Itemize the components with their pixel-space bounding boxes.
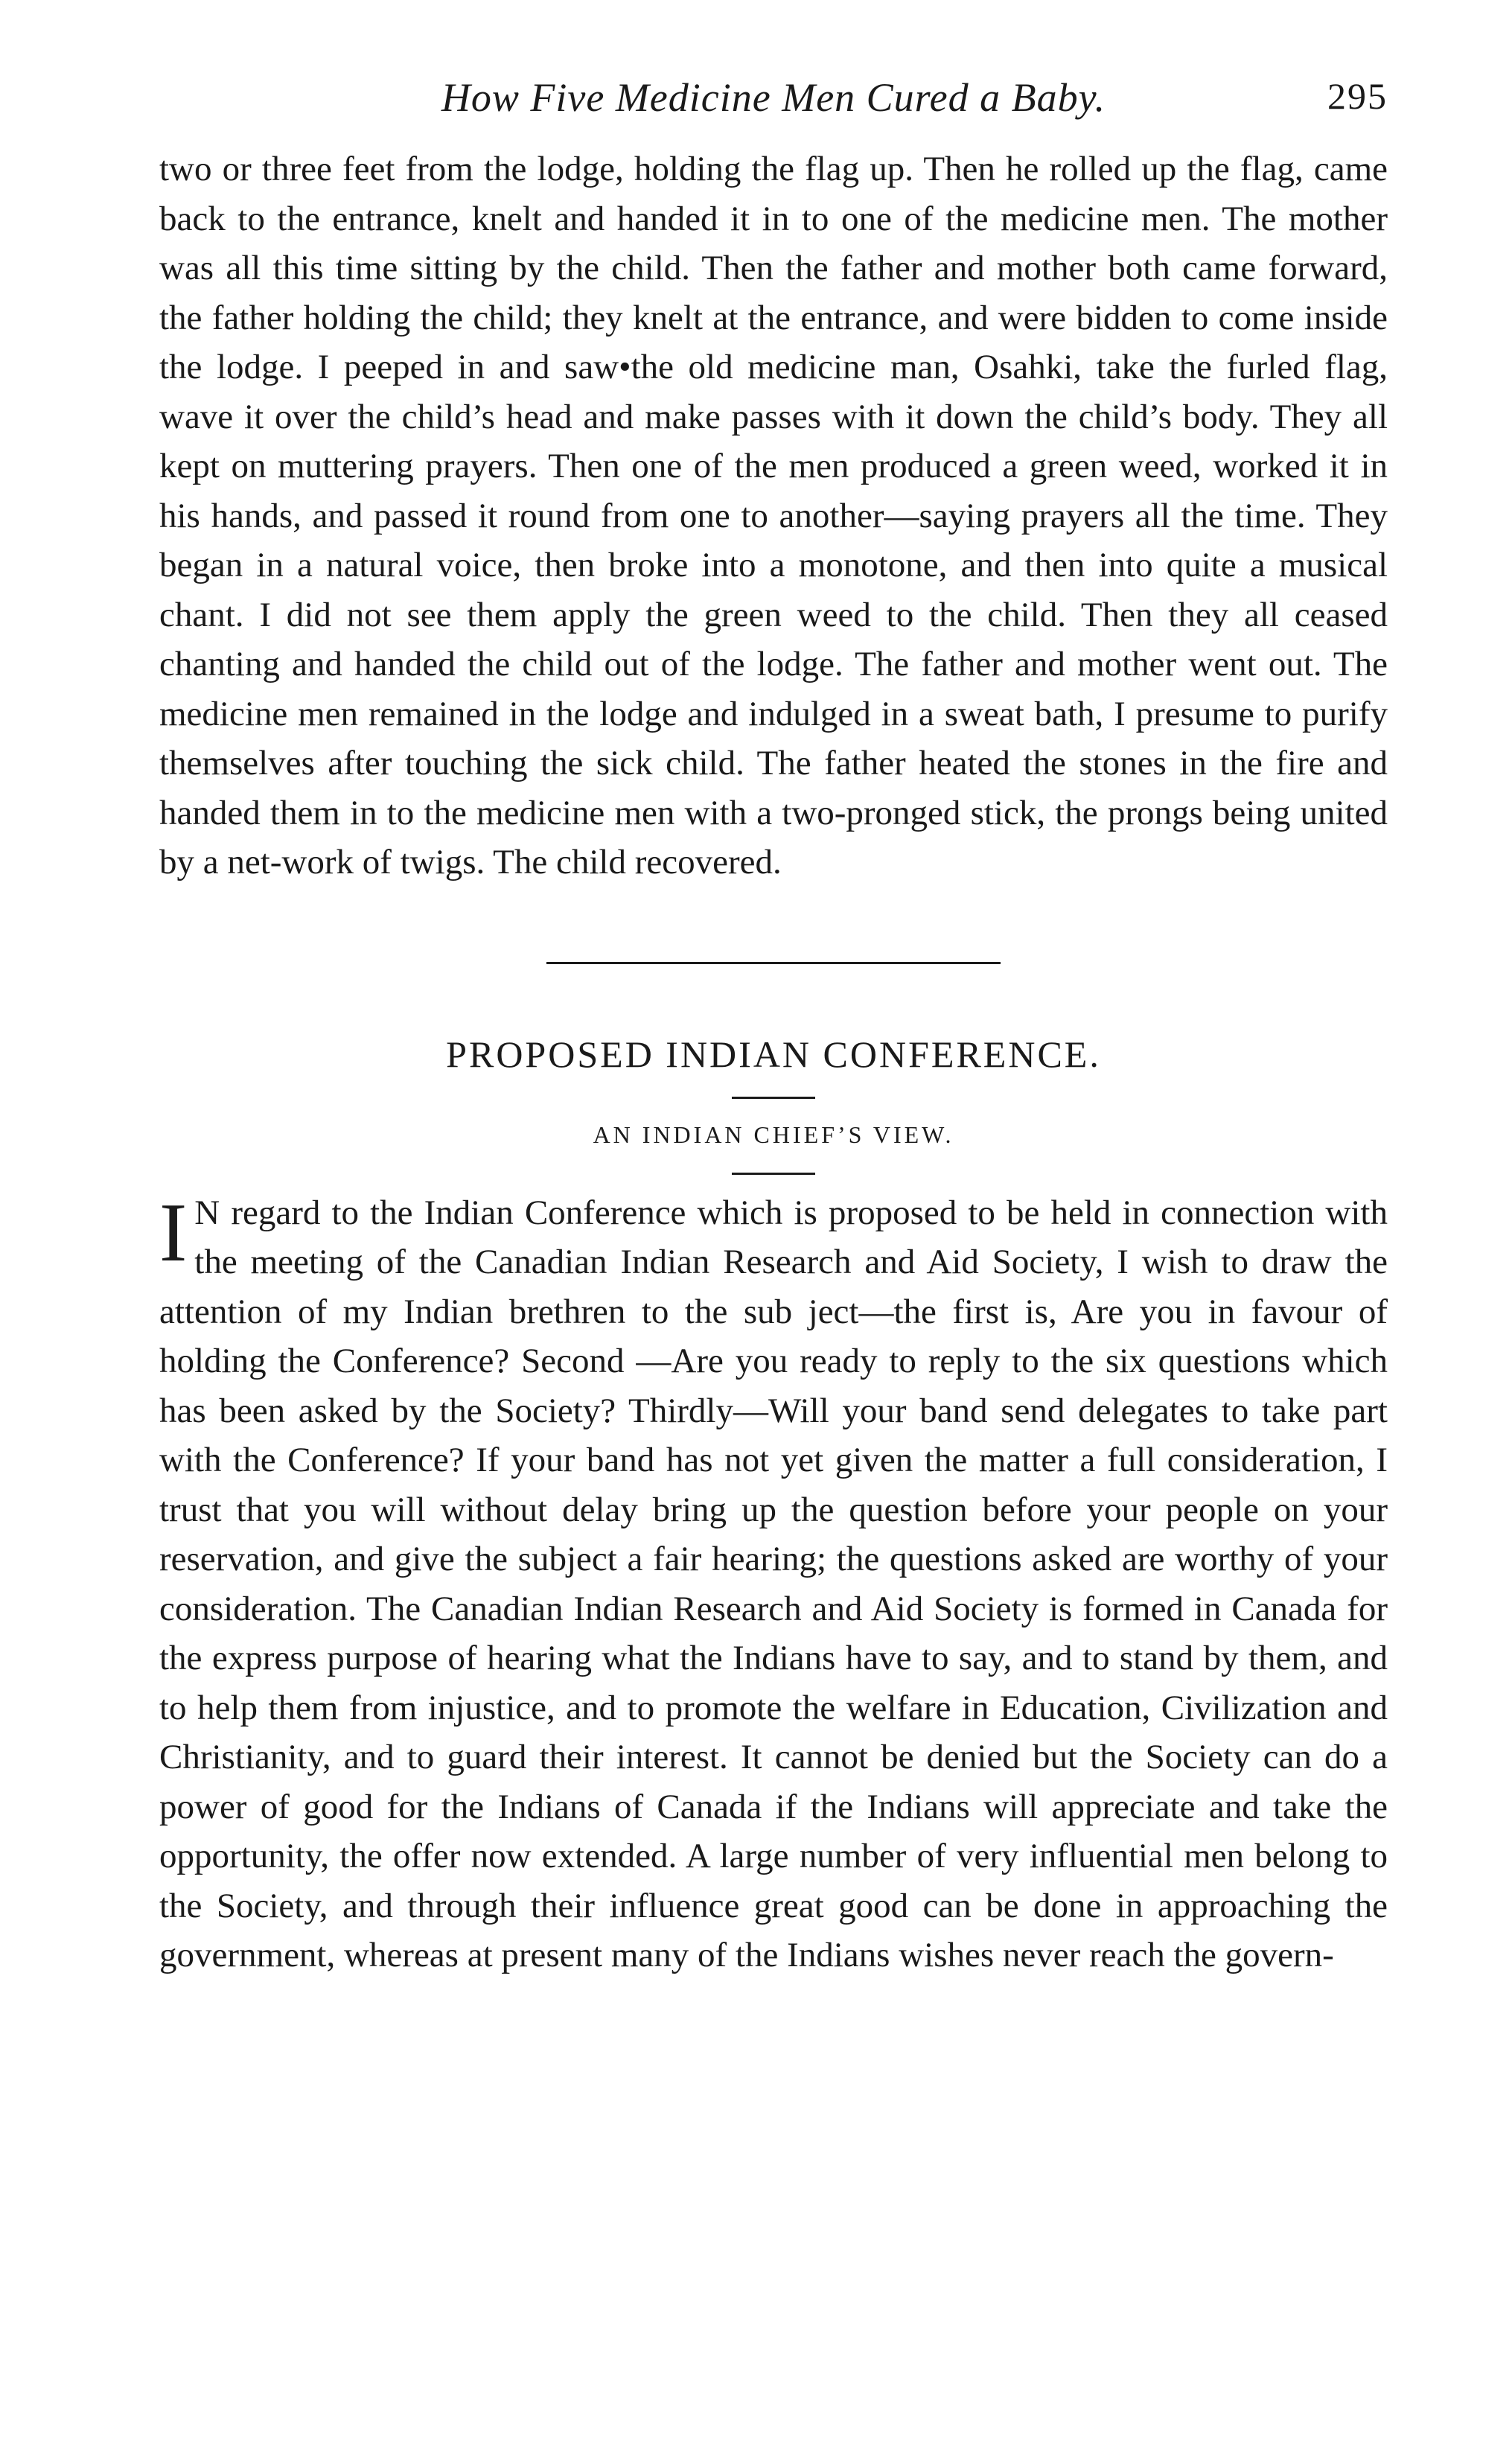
article-two-subtitle: AN INDIAN CHIEF’S VIEW. xyxy=(593,1120,954,1148)
section-divider xyxy=(546,962,1001,964)
book-page xyxy=(159,74,1388,1980)
running-head xyxy=(159,74,1388,134)
running-title: How Five Medicine Men Cured a Baby. xyxy=(441,75,1106,120)
article-two-paragraph: N regard to the Indian Conference which is proposed to be held in connection with the meeting of the Canadian Indian Research and Aid Society, I wish to draw the attention of my Indian brethren to the sub ject—the first is, Are you in favour of holding the Conference? Second —Are you ready to reply to the six questions which has been asked by the Society? Thirdly—Will your band send delegates to take part with the Conference? If your band has not yet given the matter a full consideration, I trust that you will without delay bring up the question before your people on your reservation, and give the subject a fair hearing; the questions asked are worthy of your consideration. The Canadian Indian Research and Aid Society is formed in Canada for the express purpose of hearing what the Indians have to say, and to stand by them, and to help them from injustice, and to promote the welfare in Education, Civilization and Christianity, and to guard their interest. It cannot be denied but the Society can do a power of good for the Indians of Canada if the Indians will appreciate and take the opportunity, the offer now extended. A large number of very influential men belong to the Society, and through their influence great good can be done in approaching the government, whereas at present many of the Indians wishes never reach the govern- xyxy=(159,1193,1388,1974)
article-two-body xyxy=(159,1188,1388,1980)
article-two-title: PROPOSED INDIAN CONFERENCE. xyxy=(446,1033,1101,1075)
title-rule xyxy=(732,1097,815,1099)
drop-cap: I xyxy=(159,1186,188,1279)
article-one-paragraph: two or three feet from the lodge, holding the flag up. Then he rolled up the flag, came back to the entrance, knelt and handed it in to one of the medicine men. The mother was all this time sitting by the child. Then the father and mother both came forward, the father holding the child; they knelt at the entrance, and were bidden to come inside the lodge. I peeped in and saw•the old medicine man, Osahki, take the furled flag, wave it over the child’s head and make passes with it down the child’s body. They all kept on muttering prayers. Then one of the men produced a green weed, worked it in his hands, and passed it round from one to another—saying prayers all the time. They began in a natural voice, then broke into a monotone, and then into quite a musical chant. I did not see them apply the green weed to the child. Then they all ceased chanting and handed the child out of the lodge. The father and mother went out. The medicine men remained in the lodge and indulged in a sweat bath, I presume to purify themselves after touching the sick child. The father heated the stones in the fire and handed them in to the medicine men with a two-pronged stick, the prongs being united by a net-work of twigs. The child recovered. xyxy=(159,150,1388,882)
subtitle-rule xyxy=(732,1173,815,1175)
page-number: 295 xyxy=(1327,75,1388,117)
